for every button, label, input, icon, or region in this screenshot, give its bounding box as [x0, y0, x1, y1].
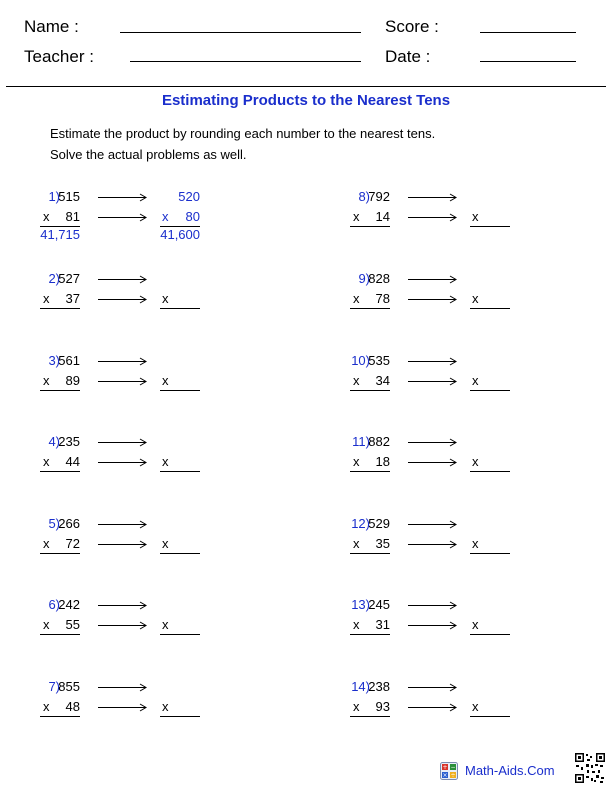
arrow-right-icon	[408, 275, 458, 284]
times-sign: x	[43, 373, 50, 388]
problem-number: 7)	[48, 679, 60, 694]
arrow-right-icon	[98, 683, 148, 692]
estimate-answer-blank[interactable]	[470, 716, 510, 717]
score-blank[interactable]	[480, 32, 576, 33]
arrow-right-icon	[408, 193, 458, 202]
factor-underline	[350, 634, 390, 635]
times-sign: x	[353, 536, 360, 551]
problem-item	[20, 271, 280, 333]
first-factor: 882	[368, 434, 390, 449]
arrow-right-icon	[98, 458, 148, 467]
date-blank[interactable]	[480, 61, 576, 62]
estimate-answer-blank[interactable]	[160, 634, 200, 635]
second-factor: 78	[375, 291, 390, 306]
estimate-answer-blank[interactable]	[470, 471, 510, 472]
actual-product: 41,715	[40, 227, 80, 242]
problem-item	[330, 516, 590, 578]
arrow-right-icon	[98, 377, 148, 386]
arrow-right-icon	[408, 601, 458, 610]
factor-underline	[350, 553, 390, 554]
times-sign: x	[43, 291, 50, 306]
problem-item	[330, 679, 590, 741]
estimate-times-sign: x	[472, 536, 479, 551]
rounded-times-sign: x	[162, 209, 169, 224]
problem-item	[20, 434, 280, 496]
teacher-blank[interactable]	[130, 61, 361, 62]
calculator-logo-icon	[440, 762, 458, 780]
problem-number: 2)	[48, 271, 60, 286]
estimate-times-sign: x	[162, 699, 169, 714]
arrow-right-icon	[408, 438, 458, 447]
first-factor: 238	[368, 679, 390, 694]
estimate-times-sign: x	[162, 454, 169, 469]
problem-number: 9)	[358, 271, 370, 286]
times-sign: x	[43, 536, 50, 551]
times-sign: x	[43, 209, 50, 224]
svg-text:+: +	[442, 764, 448, 771]
problem-number: 13)	[351, 597, 370, 612]
arrow-right-icon	[98, 703, 148, 712]
estimate-answer-blank[interactable]	[160, 716, 200, 717]
problem-number: 8)	[358, 189, 370, 204]
problem-item	[330, 597, 590, 659]
second-factor: 81	[65, 209, 80, 224]
factor-underline	[40, 471, 80, 472]
factor-underline	[350, 226, 390, 227]
problem-number: 11)	[352, 434, 370, 449]
problem-item	[330, 271, 590, 333]
estimate-answer-blank[interactable]	[160, 553, 200, 554]
arrow-right-icon	[98, 275, 148, 284]
problem-example	[20, 189, 280, 251]
arrow-right-icon	[98, 621, 148, 630]
times-sign: x	[353, 454, 360, 469]
second-factor: 89	[65, 373, 80, 388]
first-factor: 242	[58, 597, 80, 612]
arrow-right-icon	[408, 458, 458, 467]
instruction-line-1: Estimate the product by rounding each number to the nearest tens.	[50, 126, 436, 141]
score-label: Score :	[385, 17, 439, 36]
first-factor: 529	[368, 516, 390, 531]
arrow-right-icon	[408, 703, 458, 712]
arrow-right-icon	[98, 601, 148, 610]
estimate-answer-blank[interactable]	[470, 634, 510, 635]
factor-underline	[350, 308, 390, 309]
estimate-times-sign: x	[472, 617, 479, 632]
problem-number: 12)	[351, 516, 370, 531]
factor-underline	[40, 634, 80, 635]
factor-underline	[350, 390, 390, 391]
estimate-times-sign: x	[472, 454, 479, 469]
estimate-answer-blank[interactable]	[160, 471, 200, 472]
estimate-answer-blank[interactable]	[470, 226, 510, 227]
problem-item	[20, 353, 280, 415]
second-factor: 44	[65, 454, 80, 469]
arrow-right-icon	[408, 213, 458, 222]
worksheet-title: Estimating Products to the Nearest Tens	[161, 92, 451, 109]
arrow-right-icon	[98, 193, 148, 202]
problem-number: 6)	[48, 597, 60, 612]
problem-item	[20, 597, 280, 659]
times-sign: x	[353, 291, 360, 306]
arrow-right-icon	[98, 295, 148, 304]
first-factor: 235	[58, 434, 80, 449]
problem-item	[20, 679, 280, 741]
estimate-answer-blank[interactable]	[160, 390, 200, 391]
problem-number: 14)	[351, 679, 370, 694]
problem-item	[330, 189, 590, 251]
svg-text:−: −	[450, 764, 456, 771]
arrow-right-icon	[408, 357, 458, 366]
rounded-first-factor: 520	[178, 189, 200, 204]
estimate-times-sign: x	[162, 536, 169, 551]
first-factor: 266	[58, 516, 80, 531]
problem-number: 4)	[48, 434, 60, 449]
times-sign: x	[353, 617, 360, 632]
arrow-right-icon	[408, 295, 458, 304]
problem-item	[330, 434, 590, 496]
times-sign: x	[43, 617, 50, 632]
factor-underline	[40, 308, 80, 309]
arrow-right-icon	[408, 683, 458, 692]
first-factor: 245	[368, 597, 390, 612]
first-factor: 828	[368, 271, 390, 286]
problem-number: 1)	[48, 189, 60, 204]
estimate-times-sign: x	[472, 699, 479, 714]
factor-underline	[40, 390, 80, 391]
arrow-right-icon	[98, 540, 148, 549]
times-sign: x	[353, 373, 360, 388]
rounded-second-factor: 80	[185, 209, 200, 224]
first-factor: 561	[58, 353, 80, 368]
estimate-times-sign: x	[472, 209, 479, 224]
estimated-product: 41,600	[160, 227, 200, 242]
first-factor: 535	[368, 353, 390, 368]
qr-code-icon	[574, 752, 606, 784]
arrow-right-icon	[408, 540, 458, 549]
first-factor: 855	[58, 679, 80, 694]
date-label: Date :	[385, 47, 431, 66]
first-factor: 792	[368, 189, 390, 204]
second-factor: 72	[65, 536, 80, 551]
estimate-answer-blank[interactable]	[470, 553, 510, 554]
second-factor: 93	[375, 699, 390, 714]
problem-item	[330, 353, 590, 415]
name-label: Name :	[24, 17, 79, 36]
factor-underline	[40, 553, 80, 554]
svg-text:×: ×	[442, 772, 448, 779]
header-divider	[6, 86, 606, 87]
estimate-times-sign: x	[472, 373, 479, 388]
estimate-times-sign: x	[162, 291, 169, 306]
arrow-right-icon	[408, 520, 458, 529]
problem-item	[20, 516, 280, 578]
problem-number: 5)	[48, 516, 60, 531]
times-sign: x	[43, 699, 50, 714]
second-factor: 37	[65, 291, 80, 306]
second-factor: 34	[375, 373, 390, 388]
times-sign: x	[43, 454, 50, 469]
footer-site-name: Math-Aids.Com	[465, 763, 555, 778]
problem-number: 10)	[351, 353, 370, 368]
second-factor: 18	[375, 454, 390, 469]
estimate-times-sign: x	[162, 373, 169, 388]
teacher-label: Teacher :	[24, 47, 94, 66]
first-factor: 527	[58, 271, 80, 286]
times-sign: x	[353, 209, 360, 224]
factor-underline	[350, 716, 390, 717]
estimate-answer-blank[interactable]	[470, 390, 510, 391]
estimate-answer-blank[interactable]	[160, 308, 200, 309]
svg-text:÷: ÷	[450, 772, 456, 779]
arrow-right-icon	[408, 621, 458, 630]
times-sign: x	[353, 699, 360, 714]
arrow-right-icon	[98, 357, 148, 366]
estimate-times-sign: x	[162, 617, 169, 632]
second-factor: 35	[375, 536, 390, 551]
arrow-right-icon	[408, 377, 458, 386]
arrow-right-icon	[98, 520, 148, 529]
arrow-right-icon	[98, 438, 148, 447]
instruction-line-2: Solve the actual problems as well.	[50, 147, 247, 162]
second-factor: 55	[65, 617, 80, 632]
name-blank[interactable]	[120, 32, 361, 33]
problem-number: 3)	[48, 353, 60, 368]
estimate-times-sign: x	[472, 291, 479, 306]
second-factor: 48	[65, 699, 80, 714]
factor-underline	[350, 471, 390, 472]
arrow-right-icon	[98, 213, 148, 222]
second-factor: 14	[375, 209, 390, 224]
estimate-answer-blank[interactable]	[470, 308, 510, 309]
first-factor: 515	[58, 189, 80, 204]
factor-underline	[40, 716, 80, 717]
second-factor: 31	[375, 617, 390, 632]
